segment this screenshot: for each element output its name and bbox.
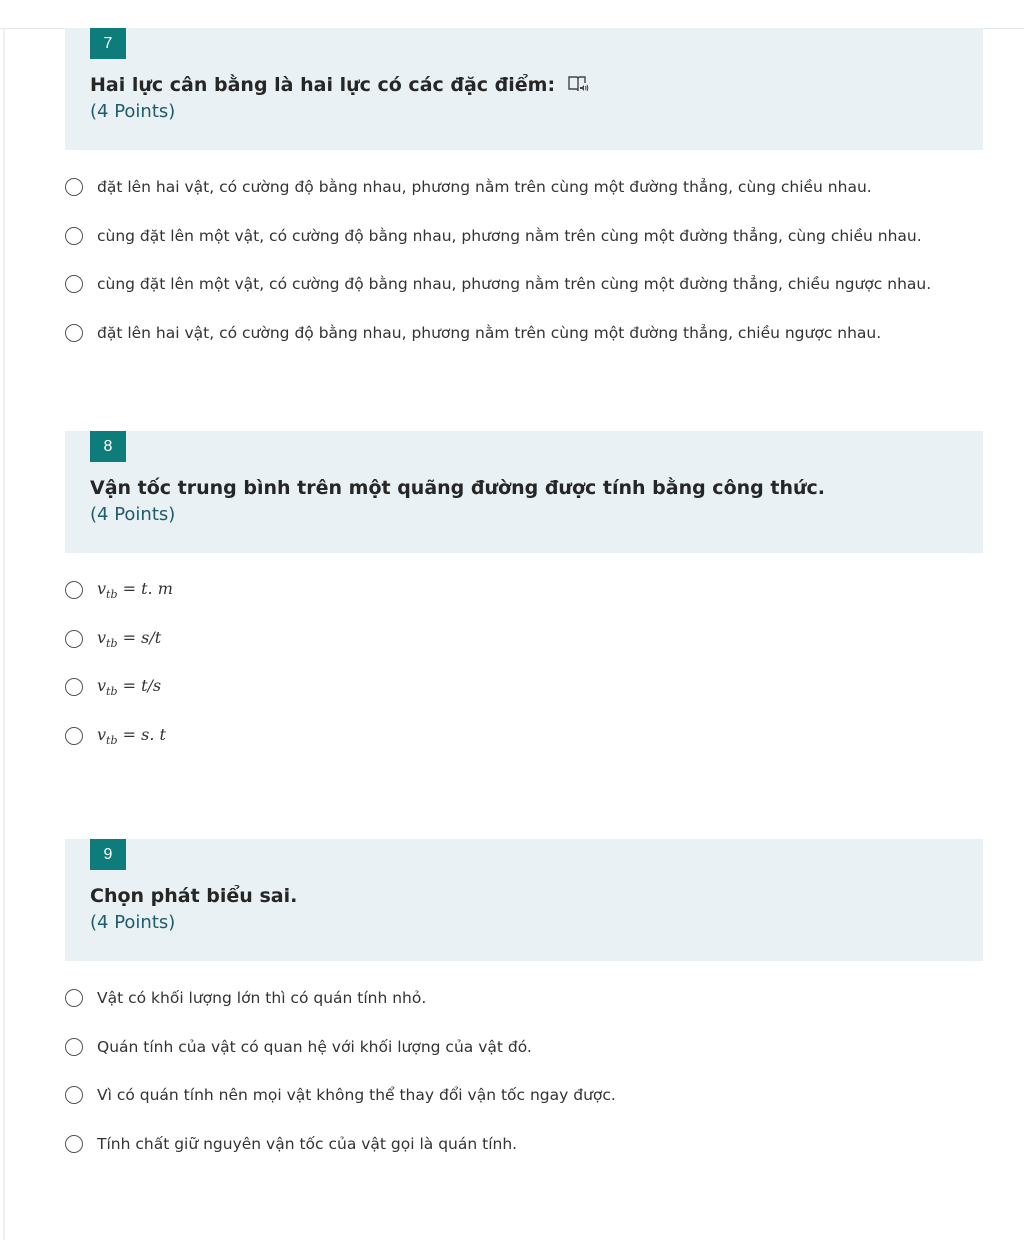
question-number-badge: 8 <box>90 431 126 462</box>
answer-option-text: Vì có quán tính nên mọi vật không thể thay đổi vận tốc ngay được. <box>97 1086 616 1104</box>
question-header <box>65 839 983 961</box>
answer-option-1[interactable] <box>65 985 426 1011</box>
answer-option-3[interactable] <box>65 1082 616 1108</box>
left-divider <box>3 28 5 1240</box>
radio-button[interactable] <box>65 178 83 196</box>
question-points: (4 Points) <box>90 504 176 525</box>
radio-button[interactable] <box>65 581 83 599</box>
answer-option-1[interactable] <box>65 577 173 603</box>
answer-option-3[interactable] <box>65 674 161 700</box>
radio-button[interactable] <box>65 678 83 696</box>
radio-button[interactable] <box>65 1038 83 1056</box>
answer-option-text: cùng đặt lên một vật, có cường độ bằng nhau, phương nằm trên cùng một đường thẳng, chiều ngược nhau. <box>97 275 932 293</box>
question-9 <box>65 839 983 1153</box>
formula <box>97 579 173 601</box>
question-header <box>65 28 983 150</box>
radio-button[interactable] <box>65 324 83 342</box>
answer-option-text: Tính chất giữ nguyên vận tốc của vật gọi là quán tính. <box>97 1135 518 1153</box>
radio-button[interactable] <box>65 630 83 648</box>
formula-subscript: tb <box>106 588 118 601</box>
question-points: (4 Points) <box>90 912 176 933</box>
answer-option-1[interactable] <box>65 174 872 200</box>
formula-rhs: = t/s <box>122 676 162 695</box>
answer-option-2[interactable] <box>65 223 922 249</box>
radio-button[interactable] <box>65 1086 83 1104</box>
answer-option-text: đặt lên hai vật, có cường độ bằng nhau, phương nằm trên cùng một đường thẳng, chiều ngược nhau. <box>97 324 882 342</box>
radio-button[interactable] <box>65 275 83 293</box>
answer-option-2[interactable] <box>65 1034 532 1060</box>
question-points: (4 Points) <box>90 101 176 122</box>
answer-option-4[interactable] <box>65 1131 517 1157</box>
formula <box>97 676 161 698</box>
radio-button[interactable] <box>65 227 83 245</box>
formula <box>97 628 161 650</box>
formula-variable: v <box>97 628 107 647</box>
question-number-badge: 9 <box>90 839 126 870</box>
question-title <box>90 74 589 96</box>
formula-subscript: tb <box>106 685 118 698</box>
radio-button[interactable] <box>65 727 83 745</box>
answer-option-text: cùng đặt lên một vật, có cường độ bằng nhau, phương nằm trên cùng một đường thẳng, cùng chiều nhau. <box>97 227 922 245</box>
formula-rhs: = s. t <box>122 725 166 744</box>
formula-variable: v <box>97 579 107 598</box>
radio-button[interactable] <box>65 989 83 1007</box>
radio-button[interactable] <box>65 1135 83 1153</box>
formula-subscript: tb <box>106 637 118 650</box>
answer-option-4[interactable] <box>65 723 166 749</box>
formula-rhs: = s/t <box>122 628 162 647</box>
question-7 <box>65 28 983 342</box>
formula-variable: v <box>97 725 107 744</box>
question-title: Chọn phát biểu sai. <box>90 885 298 907</box>
answer-option-text: đặt lên hai vật, có cường độ bằng nhau, phương nằm trên cùng một đường thẳng, cùng chiều nhau. <box>97 178 872 196</box>
question-title-text: Hai lực cân bằng là hai lực có các đặc điểm: <box>90 74 556 96</box>
question-header <box>65 431 983 553</box>
question-8 <box>65 431 983 747</box>
formula-rhs: = t. m <box>122 579 173 598</box>
question-title: Vận tốc trung bình trên một quãng đường được tính bằng công thức. <box>90 477 825 499</box>
formula <box>97 725 166 747</box>
answer-option-3[interactable] <box>65 271 931 297</box>
answer-option-text: Quán tính của vật có quan hệ với khối lượng của vật đó. <box>97 1038 532 1056</box>
immersive-reader-icon[interactable] <box>567 74 589 94</box>
question-number-badge: 7 <box>90 28 126 59</box>
formula-variable: v <box>97 676 107 695</box>
answer-option-2[interactable] <box>65 626 161 652</box>
answer-option-text: Vật có khối lượng lớn thì có quán tính nhỏ. <box>97 989 427 1007</box>
answer-option-4[interactable] <box>65 320 881 346</box>
formula-subscript: tb <box>106 734 118 747</box>
